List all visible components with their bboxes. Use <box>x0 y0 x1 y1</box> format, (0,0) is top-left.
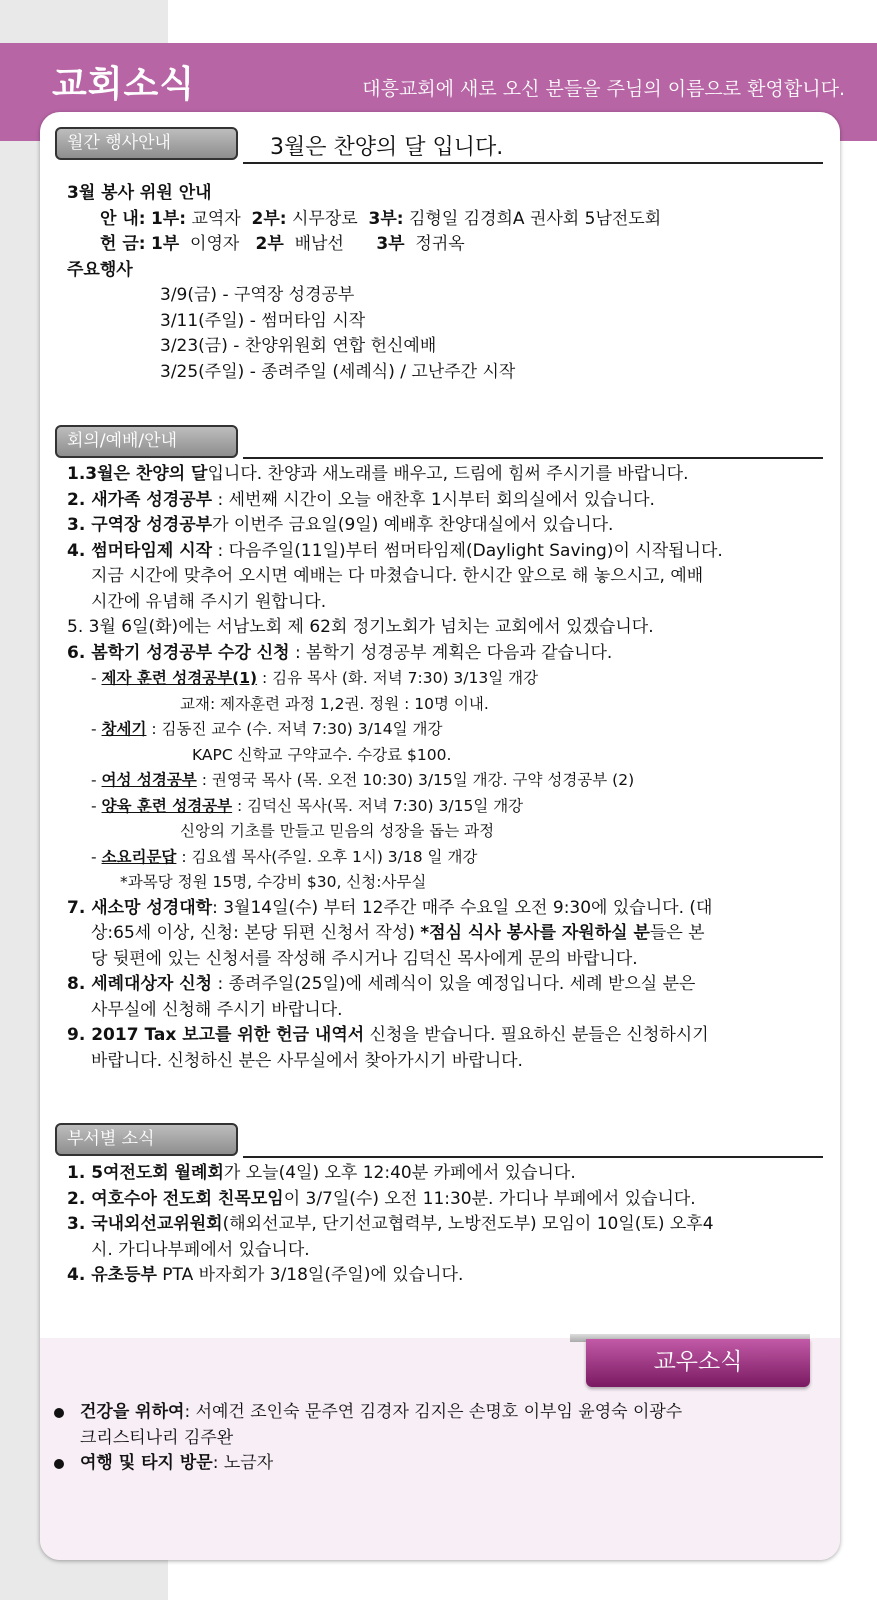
page-title: 교회소식 <box>52 64 196 105</box>
course-name: 양육 훈련 성경공부 <box>101 796 233 815</box>
volunteer-block <box>40 181 840 385</box>
course-name: 제자 훈련 성경공부(1) <box>101 669 258 687</box>
section-label-monthly-events: 월간 행사안내 <box>55 127 238 160</box>
item-title: 3. 국내외선교위원회 <box>67 1214 223 1234</box>
course-name: 창세기 <box>101 720 147 738</box>
list-item <box>67 462 840 488</box>
health-label: 건강을 위하여 <box>80 1402 185 1422</box>
item-continuation: 시. 가디나부페에서 있습니다. <box>91 1239 310 1260</box>
volunteer-title: 3월 봉사 위원 안내 <box>67 183 212 203</box>
item-title: 1. 5여전도회 월례회 <box>67 1163 224 1183</box>
item-title: 3. 구역장 성경공부 <box>67 515 213 535</box>
item-title: 6. 봄학기 성경공부 수강 신청 <box>67 642 290 663</box>
course-item: - 창세기 : 김동진 교수 (수. 저녁 7:30) 3/14일 개강 <box>91 720 443 738</box>
course-detail: : 김유 목사 (화. 저녁 7:30) 3/13일 개강 <box>257 669 539 687</box>
item-text: (해외선교부, 단기선교협력부, 노방전도부) 모임이 10일(토) 오후4 <box>222 1214 714 1234</box>
list-item: 5. 3월 6일(화)에는 서남노회 제 62회 정기노회가 넘치는 교회에서 있겠습니다. <box>67 617 654 637</box>
course-item: - 소요리문답 : 김요셉 목사(주일. 오후 1시) 3/18 일 개강 <box>91 847 478 866</box>
section-label-department-news: 부서별 소식 <box>55 1123 238 1156</box>
item-text: : 봄학기 성경공부 계획은 다음과 같습니다. <box>289 642 613 663</box>
item-continuation <box>91 921 840 947</box>
item-text: : 다음주일(11일)부터 썸머타임제(Daylight Saving)이 시작됩니다. <box>212 540 723 561</box>
list-item <box>67 1212 840 1238</box>
guide-p2-label: 2부: <box>251 208 287 229</box>
offering-p3-label: 3부 <box>376 234 405 254</box>
department-news-block <box>40 1161 840 1289</box>
health-names: : 서예건 조인숙 문주연 김경자 김지은 손명호 이부임 윤영숙 이광수 <box>184 1402 683 1422</box>
item-text: : 3월14일(수) 부터 12주간 매주 수요일 오전 9:30에 있습니다. (대 <box>212 897 713 918</box>
item-text: : 세번째 시간이 오늘 애찬후 1시부터 회의실에서 있습니다. <box>212 489 655 510</box>
section-divider <box>243 162 823 164</box>
bullet-icon <box>54 1408 64 1418</box>
item-text: 상:65세 이상, 신청: 본당 뒤편 신청서 작성) <box>91 923 421 943</box>
list-item <box>67 488 840 514</box>
section-divider <box>243 457 823 459</box>
item-continuation: 시간에 유념해 주시기 원합니다. <box>91 591 327 612</box>
item-text: 입니다. 찬양과 새노래를 배우고, 드림에 힘써 주시기를 바랍니다. <box>207 464 689 484</box>
item-continuation: 바랍니다. 신청하신 분은 사무실에서 찾아가시기 바랍니다. <box>91 1050 523 1071</box>
list-item <box>67 641 840 667</box>
item-title: 4. 유초등부 <box>67 1265 157 1285</box>
list-item <box>67 1161 840 1187</box>
members-news-title: 교우소식 <box>586 1339 810 1387</box>
item-text: 신청을 받습니다. 필요하신 분들은 신청하시기 <box>364 1025 709 1045</box>
bullet-icon <box>54 1459 64 1469</box>
health-item <box>80 1400 840 1426</box>
content-card <box>40 112 840 1560</box>
course-item: - 양육 훈련 성경공부 : 김덕신 목사(목. 저녁 7:30) 3/15일 개강 <box>91 796 524 815</box>
event-item: 3/9(금) - 구역장 성경공부 <box>160 285 355 305</box>
members-news-block <box>40 1400 840 1477</box>
item-title: 8. 세례대상자 신청 <box>67 974 213 994</box>
guide-p1-label: 1부: <box>150 208 187 229</box>
course-detail: : 김동진 교수 (수. 저녁 7:30) 3/14일 개강 <box>146 720 443 738</box>
offering-p1: 이영자 <box>190 234 240 254</box>
events-title: 주요행사 <box>67 259 133 280</box>
item-text: 가 이번주 금요일(9일) 예배후 찬양대실에서 있습니다. <box>212 515 614 535</box>
item-title: 1.3월은 찬양의 달 <box>67 464 208 484</box>
section-divider <box>243 1156 823 1158</box>
course-name: 소요리문답 <box>101 847 177 866</box>
list-item <box>67 1263 840 1289</box>
travel-label: 여행 및 타지 방문 <box>80 1453 213 1473</box>
item-continuation: 지금 시간에 맞추어 오시면 예배는 다 마쳤습니다. 한시간 앞으로 해 놓으시고, 예배 <box>91 566 704 586</box>
guide-p2: 시무장로 <box>292 208 358 229</box>
course-note: 교재: 제자훈련 과정 1,2권. 정원 : 10명 이내. <box>180 694 489 713</box>
item-title: 2. 새가족 성경공부 <box>67 489 213 510</box>
item-text: : 종려주일(25일)에 세례식이 있을 예정입니다. 세례 받으실 분은 <box>212 974 696 994</box>
event-item: 3/25(주일) - 종려주일 (세례식) / 고난주간 시작 <box>160 361 516 382</box>
item-text: 가 오늘(4일) 오후 12:40분 카페에서 있습니다. <box>223 1163 576 1183</box>
list-item <box>67 513 840 539</box>
item-title: 7. 새소망 성경대학 <box>67 897 213 918</box>
guide-p1: 교역자 <box>191 208 241 229</box>
course-detail: : 권영국 목사 (목. 오전 10:30) 3/15일 개강. 구약 성경공부 (2) <box>196 771 635 789</box>
health-names-continued: 크리스티나리 김주완 <box>80 1427 234 1448</box>
list-item <box>67 1023 840 1049</box>
offering-p2-label: 2부 <box>255 234 284 254</box>
item-text: PTA 바자회가 3/18일(주일)에 있습니다. <box>156 1265 464 1285</box>
item-title: 2. 여호수아 전도회 친목모임 <box>67 1188 284 1209</box>
guide-p3-label: 3부: <box>368 208 404 229</box>
event-item: 3/23(금) - 찬양위원회 연합 헌신예배 <box>160 336 437 356</box>
offering-label: 헌 금: <box>100 234 146 254</box>
offering-p2: 배남선 <box>294 234 344 254</box>
course-note: *과목당 정원 15명, 수강비 $30, 신청:사무실 <box>120 873 427 891</box>
list-item <box>67 896 840 922</box>
list-item <box>67 972 840 998</box>
course-note: 신앙의 기초를 만들고 믿음의 성장을 돕는 과정 <box>180 822 495 840</box>
course-name: 여성 성경공부 <box>101 771 197 789</box>
item-text: 들은 본 <box>649 923 705 943</box>
welcome-subtitle: 대흥교회에 새로 오신 분들을 주님의 이름으로 환영합니다. <box>362 78 845 100</box>
item-title: 4. 썸머타임제 시작 <box>67 540 213 561</box>
item-highlight: *점심 식사 봉사를 자원하실 분 <box>420 923 650 943</box>
item-continuation: 사무실에 신청해 주시기 바랍니다. <box>91 999 343 1020</box>
item-text: 이 3/7일(수) 오전 11:30분. 가디나 부페에서 있습니다. <box>283 1188 696 1209</box>
item-title: 9. 2017 Tax 보고를 위한 헌금 내역서 <box>67 1025 365 1045</box>
monthly-headline: 3월은 찬양의 달 입니다. <box>270 135 504 160</box>
guide-label: 안 내: <box>100 208 146 229</box>
item-continuation: 당 뒷편에 있는 신청서를 작성해 주시거나 김덕신 목사에게 문의 바랍니다. <box>91 948 638 969</box>
course-item: - 제자 훈련 성경공부(1) : 김유 목사 (화. 저녁 7:30) 3/13일 개강 <box>91 669 539 687</box>
event-item: 3/11(주일) - 썸머타임 시작 <box>160 310 366 331</box>
section-label-meetings: 회의/예배/안내 <box>55 425 238 458</box>
offering-p3: 정귀옥 <box>415 234 465 254</box>
travel-item <box>80 1451 840 1477</box>
list-item <box>67 1187 840 1213</box>
list-item <box>67 539 840 565</box>
course-detail: : 김요셉 목사(주일. 오후 1시) 3/18 일 개강 <box>176 847 478 866</box>
course-note: KAPC 신학교 구약교수. 수강료 $100. <box>192 745 452 764</box>
course-detail: : 김덕신 목사(목. 저녁 7:30) 3/15일 개강 <box>232 796 524 815</box>
course-item: - 여성 성경공부 : 권영국 목사 (목. 오전 10:30) 3/15일 개강. 구약 성경공부 (2) <box>91 771 635 789</box>
travel-names: : 노금자 <box>212 1453 274 1473</box>
guide-p3: 김형일 김경희A 권사회 5남전도회 <box>408 208 662 229</box>
offering-p1-label: 1부 <box>150 234 180 254</box>
announcements-block <box>40 462 840 1074</box>
